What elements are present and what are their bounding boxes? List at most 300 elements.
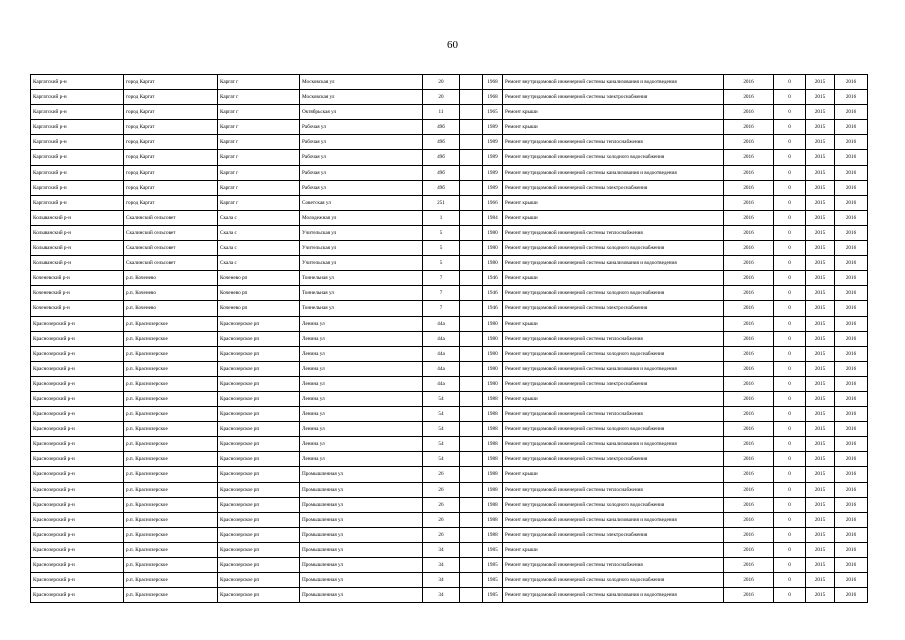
cell-cost: 0 — [774, 346, 806, 361]
cell-street: Рабочая ул — [300, 165, 423, 180]
cell-settlement: Краснозерское рп — [218, 512, 300, 527]
cell-cost: 0 — [774, 452, 806, 467]
cell-repair-work-type: Ремонт внутридомовой инженерной системы электроснабжения — [503, 90, 724, 105]
cell-street: Промышленная ул — [300, 497, 423, 512]
cell-repair-work-type: Ремонт внутридомовой инженерной системы канализования и водоотведения — [503, 437, 724, 452]
cell-repair-work-type: Ремонт крыши — [503, 120, 724, 135]
cell-settlement: Краснозерское рп — [218, 573, 300, 588]
cell-repair-work-type: Ремонт внутридомовой инженерной системы холодного водоснабжения — [503, 241, 724, 256]
cell-repair-work-type: Ремонт внутридомовой инженерной системы электроснабжения — [503, 180, 724, 195]
cell-start-year: 2015 — [806, 527, 835, 542]
cell-plan-year: 2016 — [724, 135, 774, 150]
cell-plan-year: 2016 — [724, 301, 774, 316]
cell-house-number: 1 — [423, 210, 460, 225]
cell-street: Промышленная ул — [300, 527, 423, 542]
cell-year-built: 1988 — [483, 452, 503, 467]
cell-municipality: р.п. Краснозерское — [124, 437, 218, 452]
cell-municipality: р.п. Краснозерское — [124, 422, 218, 437]
cell-plan-year: 2016 — [724, 105, 774, 120]
cell-plan-year: 2016 — [724, 165, 774, 180]
cell-municipality: р.п. Краснозерское — [124, 316, 218, 331]
cell-district: Коченевский р-н — [31, 271, 124, 286]
cell-municipality: город Каргат — [124, 150, 218, 165]
cell-cost: 0 — [774, 180, 806, 195]
cell-start-year: 2015 — [806, 241, 835, 256]
cell-settlement: Краснозерское рп — [218, 391, 300, 406]
cell-house-number: 54 — [423, 437, 460, 452]
cell-repair-work-type: Ремонт крыши — [503, 105, 724, 120]
cell-house-number: 26 — [423, 512, 460, 527]
cell-end-year: 2016 — [835, 452, 868, 467]
cell-municipality: город Каргат — [124, 180, 218, 195]
cell-repair-work-type: Ремонт крыши — [503, 316, 724, 331]
cell-building — [460, 527, 483, 542]
cell-building — [460, 422, 483, 437]
table-row — [31, 512, 868, 527]
cell-district: Каргатский р-н — [31, 180, 124, 195]
cell-street: Октябрьская ул — [300, 105, 423, 120]
cell-cost: 0 — [774, 437, 806, 452]
cell-repair-work-type: Ремонт внутридомовой инженерной системы электроснабжения — [503, 527, 724, 542]
cell-year-built: 1946 — [483, 301, 503, 316]
cell-building — [460, 180, 483, 195]
cell-street: Ленина ул — [300, 437, 423, 452]
cell-start-year: 2015 — [806, 588, 835, 603]
cell-end-year: 2016 — [835, 271, 868, 286]
cell-building — [460, 210, 483, 225]
cell-plan-year: 2016 — [724, 527, 774, 542]
cell-repair-work-type: Ремонт внутридомовой инженерной системы теплоснабжения — [503, 407, 724, 422]
cell-building — [460, 588, 483, 603]
cell-building — [460, 195, 483, 210]
cell-year-built: 1988 — [483, 391, 503, 406]
cell-house-number: 44а — [423, 331, 460, 346]
cell-start-year: 2015 — [806, 331, 835, 346]
cell-settlement: Каргат г — [218, 135, 300, 150]
cell-house-number: 34 — [423, 573, 460, 588]
cell-district: Краснозерский р-н — [31, 512, 124, 527]
cell-settlement: Краснозерское рп — [218, 558, 300, 573]
cell-district: Краснозерский р-н — [31, 467, 124, 482]
cell-building — [460, 376, 483, 391]
cell-start-year: 2015 — [806, 165, 835, 180]
cell-house-number: 5 — [423, 225, 460, 240]
cell-municipality: р.п. Краснозерское — [124, 527, 218, 542]
cell-plan-year: 2016 — [724, 407, 774, 422]
cell-repair-work-type: Ремонт крыши — [503, 391, 724, 406]
table-row — [31, 256, 868, 271]
cell-year-built: 1985 — [483, 542, 503, 557]
cell-start-year: 2015 — [806, 542, 835, 557]
cell-start-year: 2015 — [806, 105, 835, 120]
cell-municipality: р.п. Коченево — [124, 271, 218, 286]
cell-end-year: 2016 — [835, 195, 868, 210]
table-row — [31, 105, 868, 120]
cell-municipality: город Каргат — [124, 120, 218, 135]
cell-district: Колыванский р-н — [31, 256, 124, 271]
cell-start-year: 2015 — [806, 391, 835, 406]
cell-end-year: 2016 — [835, 241, 868, 256]
table-row — [31, 542, 868, 557]
cell-settlement: Краснозерское рп — [218, 452, 300, 467]
cell-cost: 0 — [774, 195, 806, 210]
cell-repair-work-type: Ремонт внутридомовой инженерной системы холодного водоснабжения — [503, 286, 724, 301]
cell-start-year: 2015 — [806, 120, 835, 135]
cell-settlement: Скала с — [218, 225, 300, 240]
cell-settlement: Скала с — [218, 256, 300, 271]
cell-municipality: р.п. Краснозерское — [124, 467, 218, 482]
cell-settlement: Каргат г — [218, 150, 300, 165]
cell-house-number: 54 — [423, 407, 460, 422]
cell-house-number: 49б — [423, 165, 460, 180]
cell-building — [460, 271, 483, 286]
cell-cost: 0 — [774, 135, 806, 150]
cell-district: Краснозерский р-н — [31, 437, 124, 452]
cell-municipality: Скалинский сельсовет — [124, 210, 218, 225]
cell-start-year: 2015 — [806, 573, 835, 588]
cell-plan-year: 2016 — [724, 573, 774, 588]
cell-plan-year: 2016 — [724, 437, 774, 452]
cell-repair-work-type: Ремонт крыши — [503, 542, 724, 557]
cell-start-year: 2015 — [806, 422, 835, 437]
cell-municipality: р.п. Краснозерское — [124, 391, 218, 406]
cell-building — [460, 286, 483, 301]
cell-municipality: р.п. Краснозерское — [124, 512, 218, 527]
cell-start-year: 2015 — [806, 256, 835, 271]
cell-street: Промышленная ул — [300, 542, 423, 557]
cell-street: Промышленная ул — [300, 588, 423, 603]
cell-repair-work-type: Ремонт внутридомовой инженерной системы холодного водоснабжения — [503, 346, 724, 361]
cell-street: Ленина ул — [300, 391, 423, 406]
table-row — [31, 558, 868, 573]
table-row — [31, 75, 868, 90]
cell-start-year: 2015 — [806, 271, 835, 286]
cell-cost: 0 — [774, 558, 806, 573]
cell-year-built: 1980 — [483, 346, 503, 361]
cell-district: Краснозерский р-н — [31, 558, 124, 573]
cell-start-year: 2015 — [806, 497, 835, 512]
cell-end-year: 2016 — [835, 225, 868, 240]
cell-house-number: 49б — [423, 120, 460, 135]
cell-start-year: 2015 — [806, 286, 835, 301]
cell-plan-year: 2016 — [724, 150, 774, 165]
cell-municipality: город Каргат — [124, 90, 218, 105]
cell-district: Краснозерский р-н — [31, 452, 124, 467]
cell-start-year: 2015 — [806, 361, 835, 376]
cell-start-year: 2015 — [806, 225, 835, 240]
cell-municipality: город Каргат — [124, 105, 218, 120]
cell-building — [460, 120, 483, 135]
cell-house-number: 34 — [423, 542, 460, 557]
cell-plan-year: 2016 — [724, 120, 774, 135]
cell-house-number: 34 — [423, 588, 460, 603]
cell-district: Колыванский р-н — [31, 241, 124, 256]
cell-year-built: 1989 — [483, 165, 503, 180]
cell-district: Краснозерский р-н — [31, 573, 124, 588]
cell-repair-work-type: Ремонт крыши — [503, 467, 724, 482]
cell-end-year: 2016 — [835, 120, 868, 135]
cell-start-year: 2015 — [806, 512, 835, 527]
cell-municipality: р.п. Краснозерское — [124, 361, 218, 376]
cell-start-year: 2015 — [806, 452, 835, 467]
table-row — [31, 452, 868, 467]
cell-cost: 0 — [774, 241, 806, 256]
table-row — [31, 482, 868, 497]
cell-settlement: Краснозерское рп — [218, 331, 300, 346]
cell-municipality: р.п. Краснозерское — [124, 542, 218, 557]
cell-house-number: 26 — [423, 467, 460, 482]
cell-plan-year: 2016 — [724, 225, 774, 240]
cell-settlement: Краснозерское рп — [218, 527, 300, 542]
cell-plan-year: 2016 — [724, 467, 774, 482]
cell-district: Колыванский р-н — [31, 210, 124, 225]
cell-street: Тоннельная ул — [300, 286, 423, 301]
cell-settlement: Краснозерское рп — [218, 482, 300, 497]
cell-year-built: 1980 — [483, 331, 503, 346]
cell-repair-work-type: Ремонт внутридомовой инженерной системы электроснабжения — [503, 376, 724, 391]
cell-street: Промышленная ул — [300, 482, 423, 497]
cell-municipality: р.п. Краснозерское — [124, 346, 218, 361]
cell-repair-work-type: Ремонт внутридомовой инженерной системы теплоснабжения — [503, 135, 724, 150]
cell-house-number: 7 — [423, 301, 460, 316]
cell-plan-year: 2016 — [724, 376, 774, 391]
cell-street: Тоннельная ул — [300, 301, 423, 316]
cell-district: Коченевский р-н — [31, 286, 124, 301]
cell-municipality: Скалинский сельсовет — [124, 241, 218, 256]
table-row — [31, 180, 868, 195]
cell-building — [460, 573, 483, 588]
cell-house-number: 44а — [423, 361, 460, 376]
cell-district: Каргатский р-н — [31, 90, 124, 105]
cell-cost: 0 — [774, 376, 806, 391]
cell-start-year: 2015 — [806, 376, 835, 391]
cell-house-number: 54 — [423, 391, 460, 406]
cell-plan-year: 2016 — [724, 256, 774, 271]
cell-street: Учительская ул — [300, 256, 423, 271]
table-row — [31, 588, 868, 603]
cell-year-built: 1984 — [483, 210, 503, 225]
cell-plan-year: 2016 — [724, 331, 774, 346]
cell-start-year: 2015 — [806, 135, 835, 150]
cell-year-built: 1980 — [483, 241, 503, 256]
cell-cost: 0 — [774, 482, 806, 497]
cell-repair-work-type: Ремонт крыши — [503, 195, 724, 210]
cell-settlement: Краснозерское рп — [218, 376, 300, 391]
cell-cost: 0 — [774, 225, 806, 240]
table-row — [31, 210, 868, 225]
cell-settlement: Краснозерское рп — [218, 437, 300, 452]
cell-building — [460, 391, 483, 406]
table-row — [31, 135, 868, 150]
cell-house-number: 49б — [423, 135, 460, 150]
cell-end-year: 2016 — [835, 180, 868, 195]
cell-municipality: город Каргат — [124, 165, 218, 180]
cell-cost: 0 — [774, 497, 806, 512]
cell-municipality: город Каргат — [124, 75, 218, 90]
cell-building — [460, 105, 483, 120]
table-row — [31, 316, 868, 331]
table-row — [31, 437, 868, 452]
cell-house-number: 251 — [423, 195, 460, 210]
cell-building — [460, 542, 483, 557]
cell-settlement: Коченево рп — [218, 286, 300, 301]
cell-end-year: 2016 — [835, 301, 868, 316]
cell-street: Учительская ул — [300, 225, 423, 240]
cell-street: Ленина ул — [300, 407, 423, 422]
cell-street: Рабочая ул — [300, 150, 423, 165]
cell-district: Краснозерский р-н — [31, 407, 124, 422]
cell-settlement: Каргат г — [218, 75, 300, 90]
cell-settlement: Каргат г — [218, 165, 300, 180]
cell-start-year: 2015 — [806, 150, 835, 165]
cell-end-year: 2016 — [835, 467, 868, 482]
cell-municipality: р.п. Краснозерское — [124, 558, 218, 573]
cell-year-built: 1965 — [483, 105, 503, 120]
cell-house-number: 44а — [423, 346, 460, 361]
cell-district: Краснозерский р-н — [31, 346, 124, 361]
cell-street: Рабочая ул — [300, 135, 423, 150]
cell-house-number: 34 — [423, 558, 460, 573]
cell-settlement: Каргат г — [218, 105, 300, 120]
cell-cost: 0 — [774, 573, 806, 588]
cell-cost: 0 — [774, 75, 806, 90]
cell-plan-year: 2016 — [724, 482, 774, 497]
cell-end-year: 2016 — [835, 90, 868, 105]
cell-end-year: 2016 — [835, 407, 868, 422]
cell-year-built: 1989 — [483, 180, 503, 195]
cell-street: Ленина ул — [300, 331, 423, 346]
cell-street: Ленина ул — [300, 452, 423, 467]
cell-district: Краснозерский р-н — [31, 527, 124, 542]
cell-start-year: 2015 — [806, 180, 835, 195]
table-row — [31, 527, 868, 542]
cell-street: Учительская ул — [300, 241, 423, 256]
cell-building — [460, 241, 483, 256]
cell-house-number: 20 — [423, 75, 460, 90]
cell-plan-year: 2016 — [724, 558, 774, 573]
cell-cost: 0 — [774, 422, 806, 437]
cell-start-year: 2015 — [806, 467, 835, 482]
cell-start-year: 2015 — [806, 195, 835, 210]
cell-building — [460, 150, 483, 165]
cell-year-built: 1988 — [483, 437, 503, 452]
cell-building — [460, 361, 483, 376]
cell-year-built: 1985 — [483, 558, 503, 573]
cell-house-number: 54 — [423, 422, 460, 437]
cell-street: Ленина ул — [300, 422, 423, 437]
cell-plan-year: 2016 — [724, 346, 774, 361]
cell-municipality: р.п. Краснозерское — [124, 376, 218, 391]
cell-year-built: 1988 — [483, 407, 503, 422]
table-row — [31, 422, 868, 437]
cell-street: Ленина ул — [300, 376, 423, 391]
cell-year-built: 1980 — [483, 361, 503, 376]
cell-year-built: 1988 — [483, 527, 503, 542]
cell-repair-work-type: Ремонт внутридомовой инженерной системы теплоснабжения — [503, 225, 724, 240]
cell-cost: 0 — [774, 391, 806, 406]
cell-municipality: р.п. Краснозерское — [124, 482, 218, 497]
cell-repair-work-type: Ремонт внутридомовой инженерной системы канализования и водоотведения — [503, 588, 724, 603]
cell-year-built: 1988 — [483, 467, 503, 482]
cell-end-year: 2016 — [835, 376, 868, 391]
cell-district: Каргатский р-н — [31, 150, 124, 165]
cell-end-year: 2016 — [835, 105, 868, 120]
cell-plan-year: 2016 — [724, 241, 774, 256]
cell-building — [460, 90, 483, 105]
cell-repair-work-type: Ремонт внутридомовой инженерной системы теплоснабжения — [503, 482, 724, 497]
cell-municipality: р.п. Краснозерское — [124, 573, 218, 588]
cell-settlement: Скала с — [218, 210, 300, 225]
cell-repair-work-type: Ремонт крыши — [503, 271, 724, 286]
cell-repair-work-type: Ремонт внутридомовой инженерной системы канализования и водоотведения — [503, 361, 724, 376]
cell-building — [460, 346, 483, 361]
cell-house-number: 49б — [423, 150, 460, 165]
cell-start-year: 2015 — [806, 210, 835, 225]
cell-end-year: 2016 — [835, 165, 868, 180]
cell-plan-year: 2016 — [724, 512, 774, 527]
cell-end-year: 2016 — [835, 482, 868, 497]
cell-cost: 0 — [774, 527, 806, 542]
cell-house-number: 44а — [423, 316, 460, 331]
cell-cost: 0 — [774, 467, 806, 482]
cell-municipality: р.п. Краснозерское — [124, 497, 218, 512]
cell-start-year: 2015 — [806, 558, 835, 573]
cell-municipality: р.п. Коченево — [124, 301, 218, 316]
cell-cost: 0 — [774, 286, 806, 301]
cell-municipality: р.п. Краснозерское — [124, 588, 218, 603]
cell-year-built: 1985 — [483, 588, 503, 603]
cell-end-year: 2016 — [835, 422, 868, 437]
cell-house-number: 26 — [423, 527, 460, 542]
cell-house-number: 5 — [423, 241, 460, 256]
cell-street: Промышленная ул — [300, 512, 423, 527]
cell-plan-year: 2016 — [724, 180, 774, 195]
cell-plan-year: 2016 — [724, 361, 774, 376]
table-row — [31, 301, 868, 316]
cell-start-year: 2015 — [806, 482, 835, 497]
cell-end-year: 2016 — [835, 588, 868, 603]
cell-settlement: Каргат г — [218, 180, 300, 195]
cell-street: Ленина ул — [300, 346, 423, 361]
cell-municipality: город Каргат — [124, 195, 218, 210]
cell-year-built: 1968 — [483, 75, 503, 90]
cell-end-year: 2016 — [835, 512, 868, 527]
cell-year-built: 1980 — [483, 256, 503, 271]
cell-street: Московская ул — [300, 90, 423, 105]
cell-district: Каргатский р-н — [31, 75, 124, 90]
cell-year-built: 1988 — [483, 482, 503, 497]
cell-settlement: Коченево рп — [218, 271, 300, 286]
cell-street: Рабочая ул — [300, 180, 423, 195]
cell-house-number: 49б — [423, 180, 460, 195]
cell-repair-work-type: Ремонт внутридомовой инженерной системы электроснабжения — [503, 452, 724, 467]
cell-cost: 0 — [774, 165, 806, 180]
cell-year-built: 1989 — [483, 135, 503, 150]
cell-end-year: 2016 — [835, 150, 868, 165]
cell-street: Промышленная ул — [300, 467, 423, 482]
cell-street: Советская ул — [300, 195, 423, 210]
cell-year-built: 1980 — [483, 225, 503, 240]
cell-district: Краснозерский р-н — [31, 316, 124, 331]
cell-district: Колыванский р-н — [31, 225, 124, 240]
cell-repair-work-type: Ремонт внутридомовой инженерной системы холодного водоснабжения — [503, 150, 724, 165]
cell-plan-year: 2016 — [724, 542, 774, 557]
cell-start-year: 2015 — [806, 301, 835, 316]
cell-year-built: 1968 — [483, 90, 503, 105]
cell-house-number: 7 — [423, 271, 460, 286]
cell-year-built: 1966 — [483, 195, 503, 210]
table-row — [31, 150, 868, 165]
